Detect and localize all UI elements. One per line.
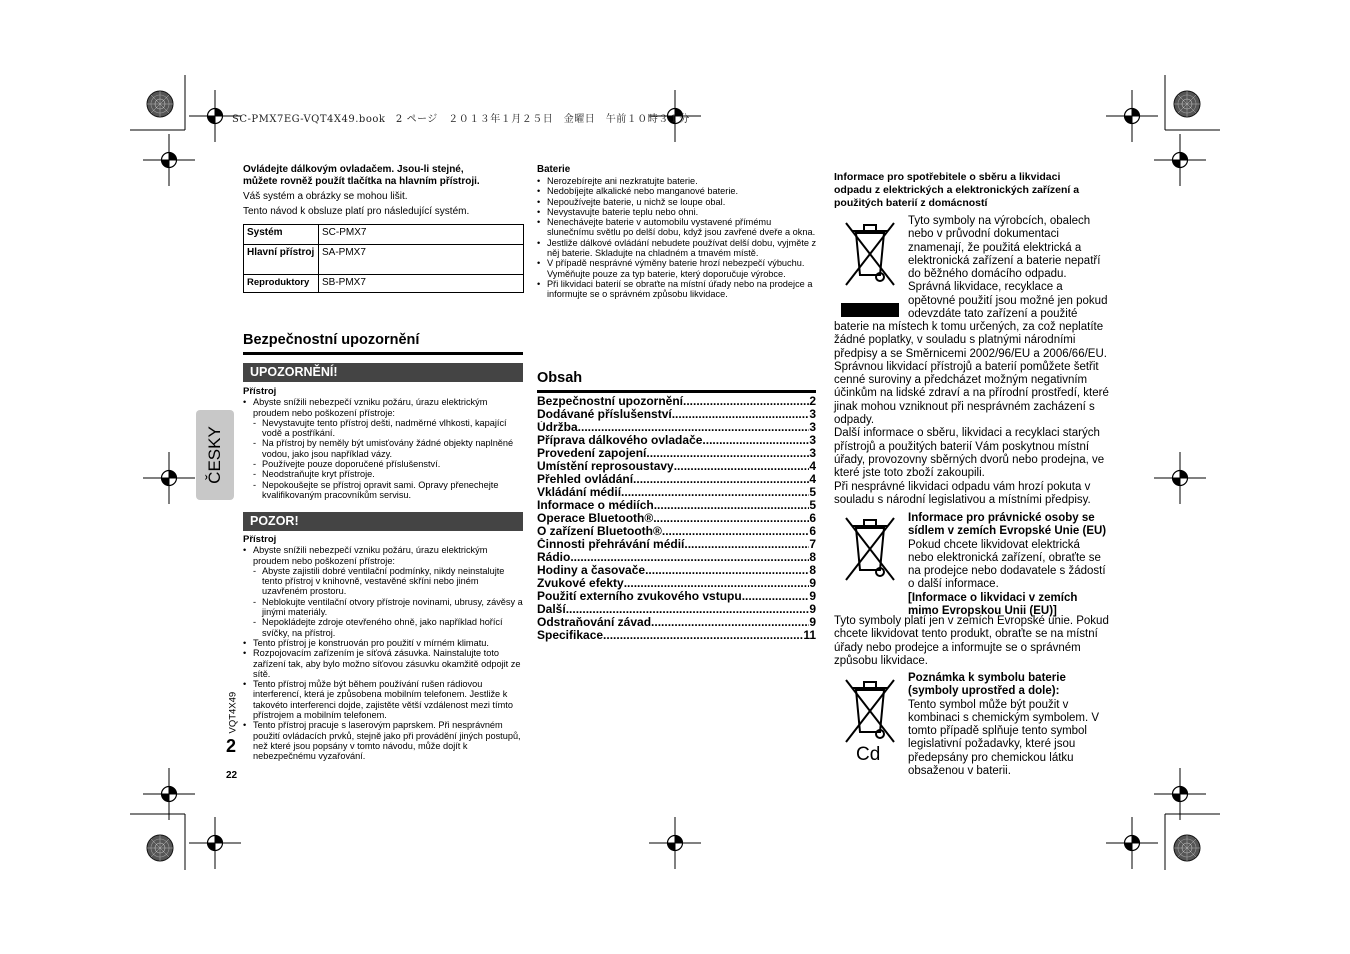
intro-bold-2: můžete rovněž použít tlačítka na hlavním přístroji. <box>243 176 480 187</box>
intro-2: Tento návod k obsluze platí pro následující systém. <box>243 206 470 217</box>
caution-section <box>243 535 525 762</box>
registration-mark-icon <box>189 817 241 869</box>
registration-mark-icon <box>1154 768 1206 820</box>
toc-entry[interactable]: Činnosti přehrávání médií ..... 7 <box>537 538 816 551</box>
registration-mark-icon <box>1154 134 1206 186</box>
toc-entry[interactable]: Dodávané příslušenství ..... 3 <box>537 408 816 421</box>
printer-rosette-icon <box>1174 91 1200 117</box>
toc-entry[interactable]: Přehled ovládání ..... 4 <box>537 473 816 486</box>
safety-rule <box>243 352 523 355</box>
print-header: SC-PMX7EG-VQT4X49.book 2 ページ ２０１３年１月２５日 金曜日 午前１０時３１分 <box>232 114 690 125</box>
registration-mark-icon <box>1106 817 1158 869</box>
toc-entry[interactable]: Informace o médiích ..... 5 <box>537 499 816 512</box>
battery-section <box>537 164 819 300</box>
registration-mark-icon <box>649 817 701 869</box>
disposal-text-cont: baterie na místech k tomu určených, za což neplatíte žádné poplatky, v souladu s platnými národními předpisy a se Směrnicemi 2002/96/EU a 2006/66/EU. Správnou likvidací přístrojů a baterií pomůžete šetřit cenné suroviny a předcházet možným negativním účinkům na lidské zdraví a na přírodní prostředí, které jinak mohou vzniknout při nesprávném zacházení s odpady. Další informace o sběru, likvidaci a recyklaci starých přístrojů a použitých baterií Vám poskytnou místní úřady, provozovny sběrných dvorů nebo prodejna, ve které jste toto zboží zakoupili. Při nesprávné likvidaci odpadu vám hrozí pokuta v souladu s národní legislativou a místními předpisy. <box>834 321 1109 506</box>
toc-entry[interactable]: Zvukové efekty ..... 9 <box>537 577 816 590</box>
disposal-title: Informace pro spotřebitele o sběru a likvidaci odpadu z elektrických a elektronických zařízení a použitých baterií z domácností <box>834 171 1080 209</box>
toc-entry[interactable]: Specifikace ..... 11 <box>537 629 816 642</box>
vqt-code: VQT4X49 <box>227 691 239 734</box>
table-of-contents <box>537 395 816 642</box>
registration-mark-icon <box>1106 90 1158 142</box>
intro-bold-1: Ovládejte dálkovým ovladačem. Jsou-li stejné, <box>243 164 464 175</box>
crossed-out-bin-icon <box>836 674 904 746</box>
warning-bar: UPOZORNĚNÍ! <box>243 363 523 382</box>
toc-entry[interactable]: Příprava dálkového ovladače ..... 3 <box>537 434 816 447</box>
crossed-out-bin-icon <box>836 217 904 289</box>
list-item: - Nevystavujte tento přístroj dešti, nadměrné vlhkosti, kapající vodě a postříkání. <box>243 418 525 439</box>
toc-entry[interactable]: Umístění reprosoustavy ..... 4 <box>537 460 816 473</box>
safety-title: Bezpečnostní upozornění <box>243 332 420 348</box>
printer-rosette-icon <box>147 91 173 117</box>
business-info: Informace pro právnické osoby se sídlem v zemích Evropské Unie (EU) Pokud chcete likvidovat elektrická nebo elektronická zařízení, obraťte se na prodejce nebo dodavatele s žádostí o další informace. [Informace o likvidaci v zemích mimo Evropskou Unii (EU)] <box>908 512 1107 618</box>
outside-eu-text: Tyto symboly platí jen v zemích Evropské unie. Pokud chcete likvidovat tento produkt, obraťte se na místní úřady nebo prodejce a informujte se o správném způsobu likvidace. <box>834 615 1109 667</box>
battery-title: Baterie <box>537 164 571 175</box>
table-row: Hlavní přístroj SA-PMX7 <box>244 245 524 275</box>
list-item: • Abyste snížili nebezpečí vzniku požáru, úrazu elektrickým proudem nebo poškození přístroje: <box>243 545 525 566</box>
toc-title: Obsah <box>537 370 583 386</box>
list-item: • Tento přístroj je konstruován pro použití v mírném klimatu. <box>243 638 525 648</box>
toc-entry[interactable]: Rádio ..... 8 <box>537 551 816 564</box>
intro-1: Váš systém a obrázky se mohou lišit. <box>243 191 408 202</box>
system-table <box>243 224 524 293</box>
toc-entry[interactable]: Údržba ..... 3 <box>537 421 816 434</box>
battery-symbol-note: Poznámka k symbolu baterie (symboly uprostřed a dole): Tento symbol může být použit v kombinaci s chemickým symbolem. V tomto případě splňuje tento symbol legislativní požadavky, které jsou předepsány pro chemickou látku obsaženou v baterii. <box>908 672 1100 778</box>
toc-entry[interactable]: Bezpečnostní upozornění ..... 2 <box>537 395 816 408</box>
crossed-out-bin-icon <box>836 512 904 584</box>
battery-list <box>537 176 819 300</box>
list-item: • V případě nesprávné výměny baterie hrozí nebezpečí výbuchu. Vyměňujte pouze za typ baterie, který doporučuje výrobce. <box>537 258 819 279</box>
list-item: • Nepoužívejte baterie, u nichž se loupe obal. <box>537 197 819 207</box>
list-item: • Tento přístroj pracuje s laserovým paprskem. Při nesprávném použití ovládacích prvků, stejně jako při provádění jiných postupů, než které jsou popsány v tomto návodu, může dojít k nebezpečnému vyzařování. <box>243 720 525 761</box>
table-row: Reproduktory SB-PMX7 <box>244 275 524 293</box>
toc-entry[interactable]: Hodiny a časovače ..... 8 <box>537 564 816 577</box>
disposal-text-1: Tyto symboly na výrobcích, obalech nebo v průvodní dokumentaci znamenají, že použitá elektrická a elektronická zařízení a baterie nepatří do běžného domácího odpadu. Správná likvidace, recyklace a opětovné použití jsou možné jen pokud odevzdáte tato zařízení a použité <box>908 215 1108 321</box>
toc-entry[interactable]: Další ..... 9 <box>537 603 816 616</box>
list-item: - Neblokujte ventilační otvory přístroje novinami, ubrusy, závěsy a jinými materiály. <box>243 597 525 618</box>
toc-entry[interactable]: Odstraňování závad ..... 9 <box>537 616 816 629</box>
table-row: Systém SC-PMX7 <box>244 225 524 245</box>
list-item: • Rozpojovacím zařízením je síťová zásuvka. Nainstalujte toto zařízení tak, aby bylo možno síťovou zásuvku okamžitě odpojit ze sítě. <box>243 648 525 679</box>
list-item: • Nenechávejte baterie v automobilu vystavené přímému slunečnímu světlu po delší dobu, když jsou zavřené dveře a okna. <box>537 217 819 238</box>
registration-mark-icon <box>1154 452 1206 504</box>
toc-entry[interactable]: Použití externího zvukového vstupu ..... 9 <box>537 590 816 603</box>
language-tab-label: ČESKY <box>205 426 225 484</box>
toc-rule <box>537 390 816 393</box>
list-item: • Jestliže dálkové ovládání nebudete používat delší dobu, vyjměte z něj baterie. Skladujte na chladném a tmavém místě. <box>537 238 819 259</box>
list-item: • Nerozebírejte ani nezkratujte baterie. <box>537 176 819 186</box>
caution-subtitle: Přístroj <box>243 534 277 545</box>
toc-entry[interactable]: Vkládání médií ..... 5 <box>537 486 816 499</box>
list-item: • Nevystavujte baterie teplu nebo ohni. <box>537 207 819 217</box>
registration-mark-icon <box>143 134 195 186</box>
list-item: - Nepokládejte zdroje otevřeného ohně, jako například hořící svíčky, na přístroj. <box>243 617 525 638</box>
toc-entry[interactable]: O zařízení Bluetooth® ..... 6 <box>537 525 816 538</box>
column-left <box>243 164 525 218</box>
toc-entry[interactable]: Operace Bluetooth® ..... 6 <box>537 512 816 525</box>
printer-rosette-icon <box>147 835 173 861</box>
list-item: • Tento přístroj může být během používání rušen rádiovou interferencí, která je způsobena mobilním telefonem. Jestliže k takovéto interferenci dojde, zajistěte větší vzdálenost mezi tímto přístrojem a mobilním telefonem. <box>243 679 525 720</box>
registration-mark-icon <box>143 768 195 820</box>
warning-section <box>243 387 525 500</box>
list-item: - Nepokoušejte se přístroj opravit sami. Opravy přenechejte kvalifikovaným pracovníkům servisu. <box>243 480 525 501</box>
list-item: - Používejte pouze doporučené příslušenství. <box>243 459 525 469</box>
warning-list <box>243 397 525 500</box>
registration-mark-icon <box>143 452 195 504</box>
list-item: - Abyste zajistili dobré ventilační podmínky, nikdy neinstalujte tento přístroj v knihovně, vestavěné skříni nebo jiném uzavřeném prostoru. <box>243 566 525 597</box>
toc-entry[interactable]: Provedení zapojení ..... 3 <box>537 447 816 460</box>
page-number: 2 <box>226 736 237 756</box>
page-number-small: 22 <box>226 770 238 781</box>
list-item: • Abyste snížili nebezpečí vzniku požáru, úrazu elektrickým proudem nebo poškození přístroje: <box>243 397 525 418</box>
list-item: - Neodstraňujte kryt přístroje. <box>243 469 525 479</box>
black-bar <box>841 303 899 317</box>
printer-rosette-icon <box>1174 835 1200 861</box>
list-item: • Nedobíjejte alkalické nebo manganové baterie. <box>537 186 819 196</box>
caution-bar: POZOR! <box>243 512 523 531</box>
list-item: • Při likvidaci baterií se obraťte na místní úřady nebo na prodejce a informujte se o správném způsobu likvidace. <box>537 279 819 300</box>
warning-subtitle: Přístroj <box>243 386 277 397</box>
chemical-symbol: Cd <box>856 744 881 765</box>
caution-list <box>243 545 525 761</box>
list-item: - Na přístroj by neměly být umisťovány žádné objekty naplněné vodou, jako jsou například vázy. <box>243 438 525 459</box>
